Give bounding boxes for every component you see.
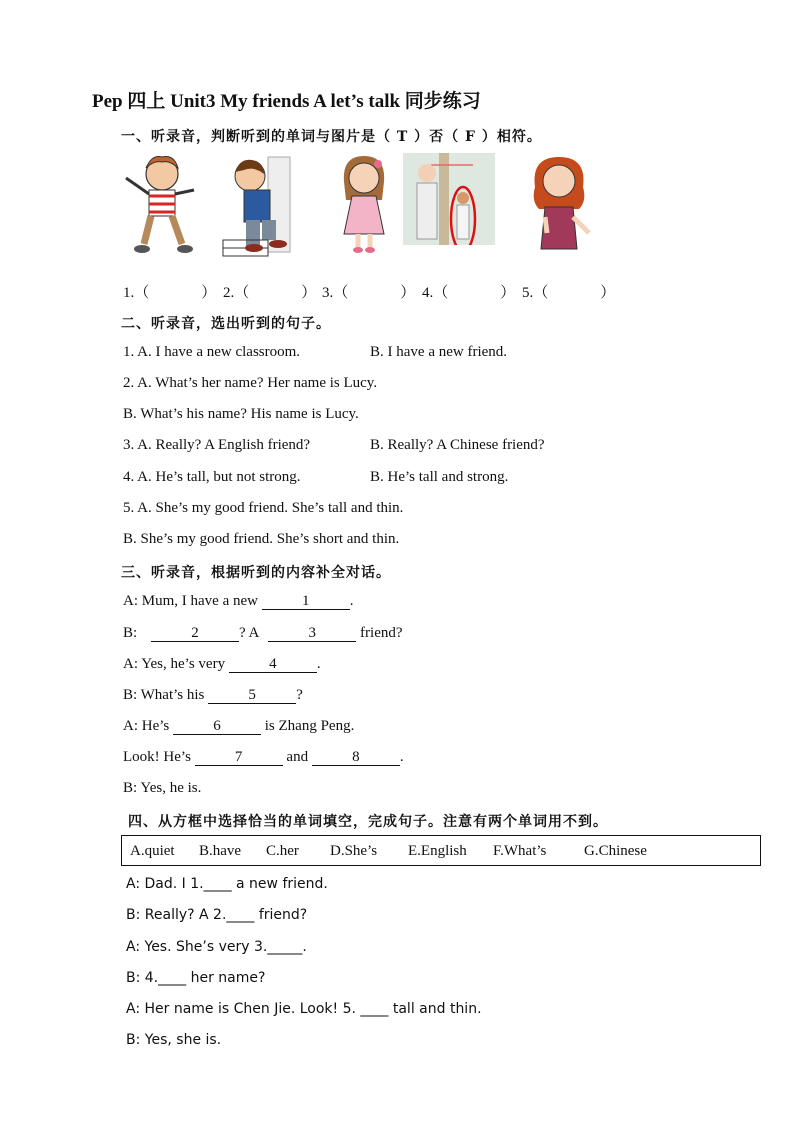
option-3b[interactable]: B. Really? A Chinese friend? [370,437,545,453]
girl-red-hair-picture [525,153,595,253]
option-2a[interactable]: 2. A. What’s her name? Her name is Lucy. [123,375,378,391]
blank-8[interactable]: 8 [312,750,400,766]
blank-3[interactable]: 3 [268,626,356,642]
fill-line-6: B: Yes, she is. [126,1032,222,1048]
fill-line-5[interactable]: A: Her name is Chen Jie. Look! 5. ____ tall and thin. [126,1001,482,1017]
section1-heading: 一、听录音，判断听到的单词与图片是（ T ）否（ F ）相符。 [121,129,542,145]
answer-paren-5[interactable]: 5.（ ） [522,285,616,301]
height-chart-picture [403,153,495,245]
blank-7[interactable]: 7 [195,750,283,766]
section4-heading: 四、从方框中选择恰当的单词填空，完成句子。注意有两个单词用不到。 [128,814,608,830]
option-2b[interactable]: B. What’s his name? His name is Lucy. [123,406,359,422]
dialogue-line-5: A: He’s 6 is Zhang Peng. [123,718,355,734]
dialogue-line-1: A: Mum, I have a new 1 . [123,593,354,609]
option-1b[interactable]: B. I have a new friend. [370,344,508,360]
blank-4[interactable]: 4 [229,657,317,673]
fill-line-4[interactable]: B: 4.____ her name? [126,970,266,986]
blank-1[interactable]: 1 [262,594,350,610]
girl-pink-dress-picture [334,152,394,254]
word-option-d[interactable]: D.She’s [330,843,378,859]
word-bank-box [121,835,761,866]
dialogue-line-3: A: Yes, he’s very 4 . [123,656,321,672]
blank-5[interactable]: 5 [208,688,296,704]
section3-heading: 三、听录音，根据听到的内容补全对话。 [121,565,391,581]
blank-2[interactable]: 2 [151,626,239,642]
boy-climbing-picture [218,152,298,264]
option-4b[interactable]: B. He’s tall and strong. [370,469,509,485]
boy-jumping-picture [122,152,198,260]
page-title: Pep 四上 Unit3 My friends A let’s talk 同步练习 [92,91,481,112]
word-option-g[interactable]: G.Chinese [584,843,647,859]
option-1a[interactable]: 1. A. I have a new classroom. [123,344,301,360]
answer-paren-2[interactable]: 2.（ ） [223,285,317,301]
option-5b[interactable]: B. She’s my good friend. She’s short and thin. [123,531,400,547]
fill-line-2[interactable]: B: Really? A 2.____ friend? [126,907,308,923]
option-5a[interactable]: 5. A. She’s my good friend. She’s tall and thin. [123,500,404,516]
word-option-f[interactable]: F.What’s [493,843,547,859]
fill-line-3[interactable]: A: Yes. She’s very 3._____. [126,939,307,955]
answer-paren-4[interactable]: 4.（ ） [422,285,516,301]
answer-paren-3[interactable]: 3.（ ） [322,285,416,301]
option-3a[interactable]: 3. A. Really? A English friend? [123,437,311,453]
word-option-c[interactable]: C.her [266,843,299,859]
section2-heading: 二、听录音，选出听到的句子。 [121,316,331,332]
word-option-e[interactable]: E.English [408,843,467,859]
word-option-a[interactable]: A.quiet [130,843,175,859]
dialogue-line-4: B: What’s his 5 ? [123,687,303,703]
dialogue-line-6: Look! He’s 7 and 8 . [123,749,404,765]
answer-paren-1[interactable]: 1.（ ） [123,285,217,301]
word-option-b[interactable]: B.have [199,843,242,859]
dialogue-line-7: B: Yes, he is. [123,780,202,796]
blank-6[interactable]: 6 [173,719,261,735]
option-4a[interactable]: 4. A. He’s tall, but not strong. [123,469,301,485]
fill-line-1[interactable]: A: Dad. I 1.____ a new friend. [126,876,328,892]
dialogue-line-2: B: 2 ? A 3 friend? [123,625,403,641]
